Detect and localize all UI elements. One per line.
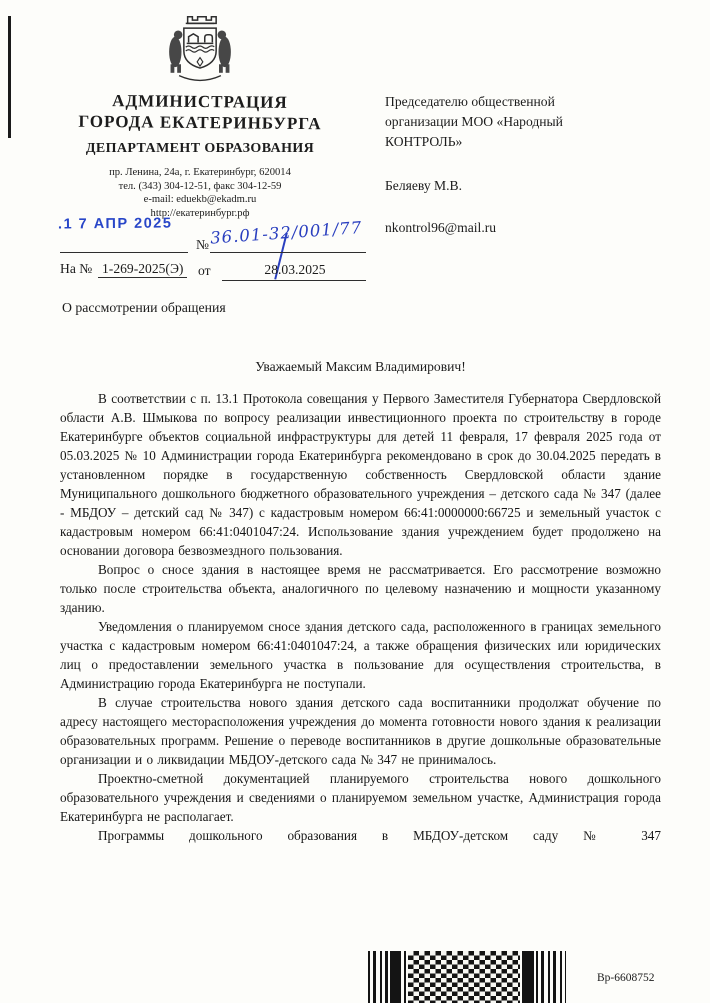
- handwritten-outgoing-number: 36.01-32/001/77: [209, 217, 363, 248]
- body-paragraph-1: В соответствии с п. 13.1 Протокола совещания у Первого Заместителя Губернатора Свердловской области А.В. Шмыкова по вопросу реализации инвестиционного проекта по строительству в городе Екатеринбурге объектов социальной инфраструктуры для детей 11 февраля, 17 февраля 2025 года от 05.03.2025 № 10 Администрации города Екатеринбурга рекомендовано в срок до 30.04.2025 передать в установленном порядке в государственную собственность Свердловской области здание Муниципального дошкольного бюджетного образовательного учреждения – детского сада № 347 (далее - МБДОУ – детский сад № 347) с кадастровым номером 66:41:0000000:66725 и земельный участок с кадастровым номером 66:41:0401047:24. Использование здания учреждением будет продолжено на основании договора безвозмездного пользования.: [60, 391, 661, 558]
- body-paragraph-3: Уведомления о планируемом сносе здания детского сада, расположенного в границах земельного участка с кадастровым номером 66:41:0401047:24, а также обращения физических или юридических лиц о предоставлении земельного участка в пользование для осуществления строительства, в Администрацию города Екатеринбурга не поступали.: [60, 619, 661, 691]
- barcode-2d-core: [408, 951, 520, 1003]
- body-paragraph-4: В случае строительства нового здания детского сада воспитанники продолжат обучение по адресу настоящего месторасположения учреждения до момента готовности нового здания к реализации образовательных программ. Решение о переводе воспитанников в другие дошкольные образовательные организации и о ликвидации МБДОУ-детского сада № 347 не принималось.: [60, 695, 661, 767]
- number-underline: [210, 252, 366, 253]
- date-blank-underline: [60, 252, 188, 253]
- reply-to-number: [98, 261, 187, 277]
- body-paragraph-2: Вопрос о сносе здания в настоящее время не рассматривается. Его рассмотрение возможно только после строительства объекта, аналогичного по целевому назначению и мощности указанному зданию.: [60, 562, 661, 615]
- reply-date: 28.03.2025: [264, 262, 326, 277]
- recipient-email: nkontrol96@mail.ru: [385, 220, 497, 235]
- letterhead: [50, 12, 350, 220]
- org-name-line1: АДМИНИСТРАЦИЯ: [112, 91, 288, 112]
- yekaterinburg-coat-of-arms-icon: [154, 12, 246, 88]
- department-name: ДЕПАРТАМЕНТ ОБРАЗОВАНИЯ: [85, 141, 315, 156]
- address-line: пр. Ленина, 24а, г. Екатеринбург, 620014: [109, 167, 291, 178]
- document-barcode: [368, 951, 566, 1003]
- recipient-title-line2: организации МОО «Народный: [385, 114, 563, 129]
- subject-line: О рассмотрении обращения: [62, 300, 226, 315]
- reply-date-underline: [222, 280, 366, 281]
- body-paragraph-6-cutoff: Программы дошкольного образования в МБДОУ-детском саду № 347: [98, 828, 661, 843]
- number-label: №: [196, 237, 209, 252]
- recipient-name: Беляеву М.В.: [385, 178, 463, 193]
- reply-to-number-value: 1-269-2025(Э): [98, 261, 187, 278]
- website-line: http://екатеринбург.рф: [150, 207, 250, 219]
- barcode-block: [522, 951, 534, 1003]
- registration-date-stamp: .1 7 АПР 2025: [57, 215, 173, 233]
- from-label: от: [198, 263, 211, 278]
- body-paragraph-5: Проектно-сметной документацией планируемого строительства нового дошкольного образовательного учреждения и сведениями о планируемом земельном участке, Администрация города Екатеринбурга не располагает.: [60, 771, 661, 824]
- salutation: Уважаемый Максим Владимирович!: [255, 359, 466, 374]
- recipient-title-line3: КОНТРОЛЬ»: [385, 134, 463, 149]
- recipient-block: [385, 92, 685, 238]
- email-line: e-mail: eduekb@ekadm.ru: [143, 194, 257, 205]
- letter-body: [60, 389, 661, 845]
- org-address-block: [50, 166, 350, 220]
- barcode-label: Вр-6608752: [597, 972, 655, 984]
- org-name-line2: ГОРОДА ЕКАТЕРИНБУРГА: [78, 111, 322, 134]
- phone-line: тел. (343) 304-12-51, факс 304-12-59: [118, 180, 282, 192]
- scan-artifact-line: [8, 16, 11, 138]
- recipient-title-line1: Председателю общественной: [385, 94, 555, 109]
- reply-to-label: На №: [60, 261, 93, 276]
- barcode-block: [390, 951, 401, 1003]
